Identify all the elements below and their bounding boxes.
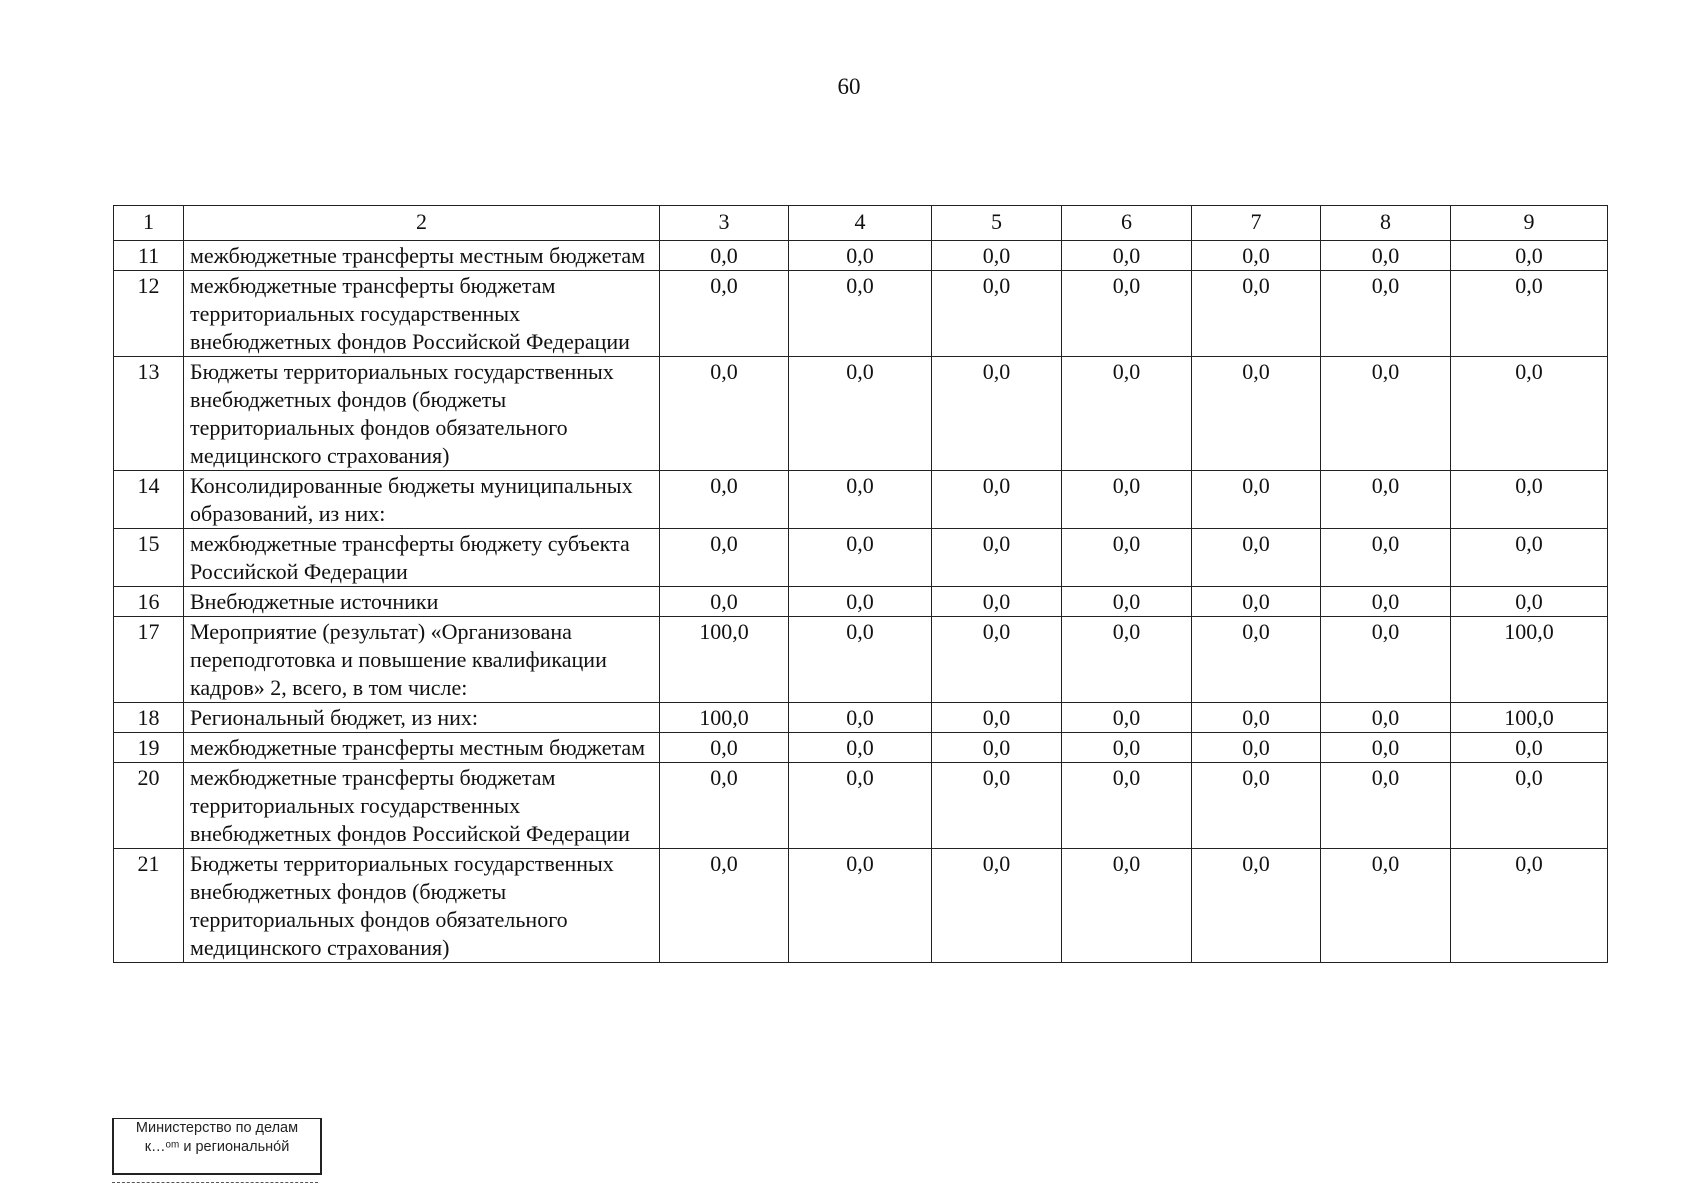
row-number: 14 xyxy=(114,471,184,529)
row-value: 0,0 xyxy=(1321,271,1451,357)
table-row xyxy=(114,763,1608,849)
row-description: Бюджеты территориальных государственных внебюджетных фондов (бюджеты территориальных фондов обязательного медицинского страхования) xyxy=(184,849,660,963)
row-value: 0,0 xyxy=(1062,241,1192,271)
row-value: 0,0 xyxy=(1192,763,1321,849)
row-value: 0,0 xyxy=(1321,733,1451,763)
row-description: Мероприятие (результат) «Организована переподготовка и повышение квалификации кадров» 2, всего, в том числе: xyxy=(184,617,660,703)
row-value: 0,0 xyxy=(1062,271,1192,357)
table-row xyxy=(114,529,1608,587)
row-number: 20 xyxy=(114,763,184,849)
row-value: 0,0 xyxy=(1321,703,1451,733)
table-row xyxy=(114,617,1608,703)
row-value: 0,0 xyxy=(932,271,1062,357)
table-row xyxy=(114,703,1608,733)
column-header: 2 xyxy=(184,206,660,241)
row-value: 0,0 xyxy=(789,529,932,587)
table-header xyxy=(114,206,1608,241)
row-value: 0,0 xyxy=(660,529,789,587)
row-value: 0,0 xyxy=(789,617,932,703)
row-value: 0,0 xyxy=(1062,617,1192,703)
row-number: 12 xyxy=(114,271,184,357)
row-value: 100,0 xyxy=(660,703,789,733)
row-value: 0,0 xyxy=(932,733,1062,763)
row-value: 0,0 xyxy=(660,849,789,963)
table-body xyxy=(114,241,1608,963)
row-number: 19 xyxy=(114,733,184,763)
row-value: 100,0 xyxy=(1451,703,1608,733)
row-value: 0,0 xyxy=(932,703,1062,733)
row-value: 0,0 xyxy=(1062,587,1192,617)
table-row xyxy=(114,733,1608,763)
stamp-bottom-edge xyxy=(112,1180,318,1183)
ministry-stamp xyxy=(112,1118,322,1175)
row-value: 0,0 xyxy=(1192,529,1321,587)
row-value: 0,0 xyxy=(1192,617,1321,703)
row-description: Региональный бюджет, из них: xyxy=(184,703,660,733)
row-value: 0,0 xyxy=(789,849,932,963)
row-description: межбюджетные трансферты местным бюджетам xyxy=(184,733,660,763)
row-value: 0,0 xyxy=(932,241,1062,271)
column-header: 6 xyxy=(1062,206,1192,241)
row-value: 0,0 xyxy=(1321,471,1451,529)
table-row xyxy=(114,271,1608,357)
row-value: 0,0 xyxy=(1062,471,1192,529)
row-value: 0,0 xyxy=(1321,241,1451,271)
row-value: 0,0 xyxy=(1062,763,1192,849)
row-number: 21 xyxy=(114,849,184,963)
column-header: 3 xyxy=(660,206,789,241)
row-description: Бюджеты территориальных государственных внебюджетных фондов (бюджеты территориальных фондов обязательного медицинского страхования) xyxy=(184,357,660,471)
row-value: 0,0 xyxy=(1321,587,1451,617)
row-value: 0,0 xyxy=(1451,587,1608,617)
row-value: 0,0 xyxy=(1451,471,1608,529)
row-value: 0,0 xyxy=(1321,529,1451,587)
row-value: 0,0 xyxy=(660,763,789,849)
row-value: 0,0 xyxy=(660,357,789,471)
row-value: 0,0 xyxy=(789,241,932,271)
row-value: 0,0 xyxy=(1451,357,1608,471)
row-value: 0,0 xyxy=(1321,357,1451,471)
column-header: 5 xyxy=(932,206,1062,241)
row-value: 0,0 xyxy=(932,587,1062,617)
row-number: 17 xyxy=(114,617,184,703)
row-value: 0,0 xyxy=(1192,849,1321,963)
row-value: 0,0 xyxy=(1451,271,1608,357)
column-header: 7 xyxy=(1192,206,1321,241)
column-header: 8 xyxy=(1321,206,1451,241)
row-value: 0,0 xyxy=(932,849,1062,963)
row-value: 0,0 xyxy=(932,471,1062,529)
row-value: 0,0 xyxy=(1192,241,1321,271)
row-value: 100,0 xyxy=(1451,617,1608,703)
row-value: 0,0 xyxy=(660,733,789,763)
row-number: 18 xyxy=(114,703,184,733)
column-header: 1 xyxy=(114,206,184,241)
header-row xyxy=(114,206,1608,241)
row-value: 0,0 xyxy=(1451,733,1608,763)
row-value: 0,0 xyxy=(1451,241,1608,271)
row-number: 16 xyxy=(114,587,184,617)
row-value: 0,0 xyxy=(789,763,932,849)
row-value: 0,0 xyxy=(660,241,789,271)
row-value: 0,0 xyxy=(1192,357,1321,471)
row-value: 0,0 xyxy=(660,587,789,617)
table-row xyxy=(114,241,1608,271)
row-value: 0,0 xyxy=(1192,587,1321,617)
row-value: 0,0 xyxy=(789,733,932,763)
row-value: 0,0 xyxy=(1192,471,1321,529)
row-value: 0,0 xyxy=(789,471,932,529)
row-description: межбюджетные трансферты бюджетам территориальных государственных внебюджетных фондов Российской Федерации xyxy=(184,271,660,357)
row-description: межбюджетные трансферты бюджетам территориальных государственных внебюджетных фондов Российской Федерации xyxy=(184,763,660,849)
row-value: 0,0 xyxy=(1451,849,1608,963)
row-value: 0,0 xyxy=(789,271,932,357)
table-row xyxy=(114,357,1608,471)
row-value: 0,0 xyxy=(1062,357,1192,471)
row-value: 0,0 xyxy=(932,357,1062,471)
row-value: 0,0 xyxy=(789,587,932,617)
row-value: 0,0 xyxy=(789,357,932,471)
column-header: 4 xyxy=(789,206,932,241)
row-value: 0,0 xyxy=(1062,529,1192,587)
row-value: 0,0 xyxy=(660,471,789,529)
row-value: 0,0 xyxy=(789,703,932,733)
row-value: 0,0 xyxy=(932,529,1062,587)
column-header: 9 xyxy=(1451,206,1608,241)
page-number: 60 xyxy=(837,74,861,99)
row-description: межбюджетные трансферты бюджету субъекта Российской Федерации xyxy=(184,529,660,587)
row-number: 13 xyxy=(114,357,184,471)
table-row xyxy=(114,587,1608,617)
row-value: 0,0 xyxy=(932,617,1062,703)
row-value: 0,0 xyxy=(660,271,789,357)
row-value: 0,0 xyxy=(1192,733,1321,763)
budget-table xyxy=(113,205,1608,963)
row-value: 0,0 xyxy=(1321,617,1451,703)
row-value: 0,0 xyxy=(1451,763,1608,849)
row-description: Внебюджетные источники xyxy=(184,587,660,617)
row-description: Консолидированные бюджеты муниципальных образований, из них: xyxy=(184,471,660,529)
table-row xyxy=(114,849,1608,963)
row-number: 15 xyxy=(114,529,184,587)
table-row xyxy=(114,471,1608,529)
row-value: 0,0 xyxy=(1062,733,1192,763)
row-value: 100,0 xyxy=(660,617,789,703)
stamp-line-2: к…ᵒᵐ и регионально́й xyxy=(144,1139,290,1155)
row-value: 0,0 xyxy=(1321,849,1451,963)
row-value: 0,0 xyxy=(1192,703,1321,733)
row-value: 0,0 xyxy=(1451,529,1608,587)
row-value: 0,0 xyxy=(1321,763,1451,849)
row-value: 0,0 xyxy=(1062,703,1192,733)
row-value: 0,0 xyxy=(932,763,1062,849)
row-value: 0,0 xyxy=(1062,849,1192,963)
row-description: межбюджетные трансферты местным бюджетам xyxy=(184,241,660,271)
stamp-line-1: Министерство по делам xyxy=(135,1120,299,1136)
row-value: 0,0 xyxy=(1192,271,1321,357)
row-number: 11 xyxy=(114,241,184,271)
